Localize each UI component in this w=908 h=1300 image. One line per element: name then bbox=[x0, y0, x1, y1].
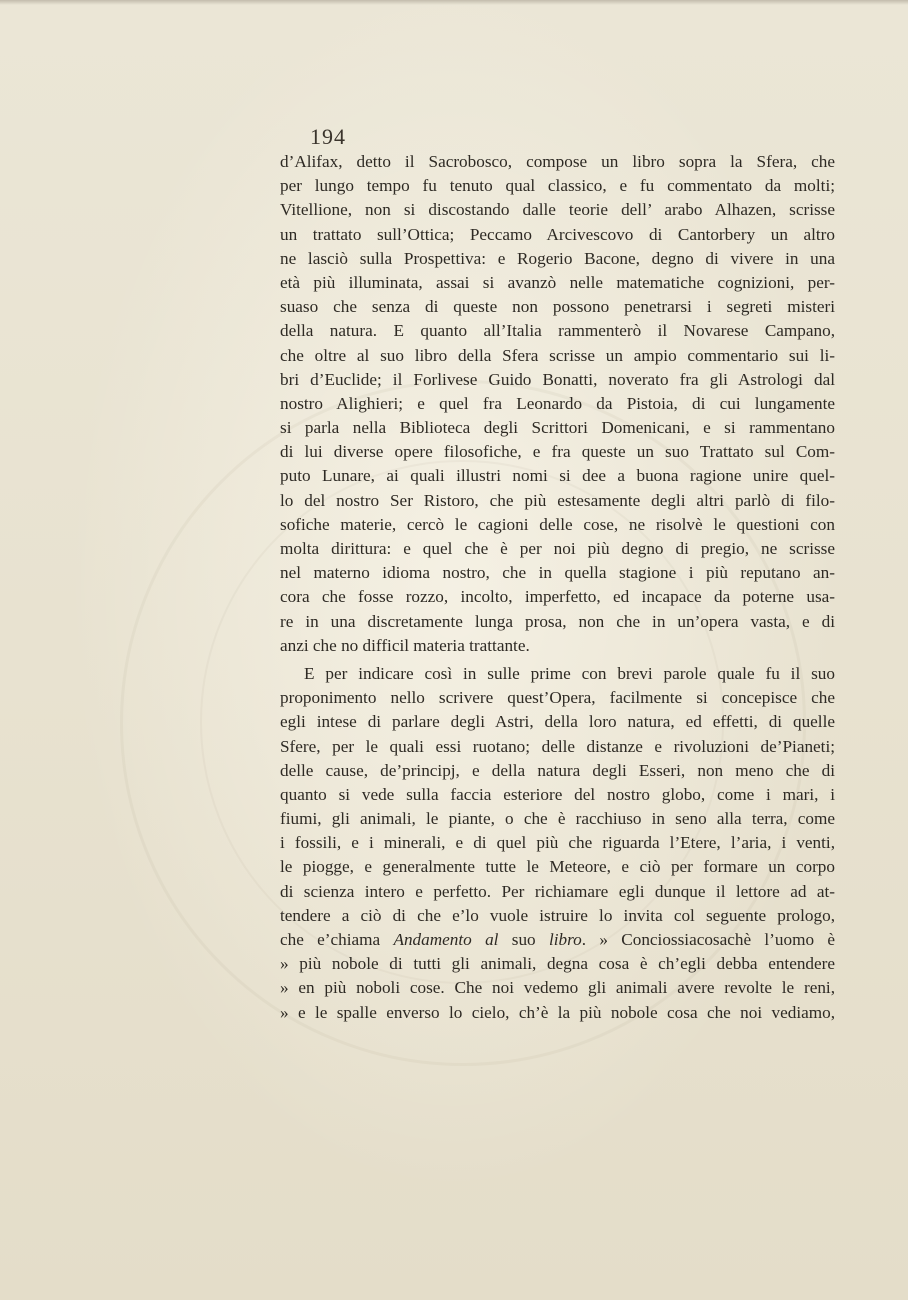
quote-line: » più nobole di tutti gli animali, degna cosa è ch’egli debba entendere bbox=[280, 954, 835, 974]
text-line: di lui diverse opere filosofiche, e fra queste un suo Trattato sul Com- bbox=[280, 442, 835, 462]
italic-title-part: libro bbox=[548, 930, 582, 949]
text-line: tendere a ciò di che e’lo vuole istruire lo invita col seguente prologo, bbox=[280, 905, 835, 925]
text-line-with-italic-title bbox=[280, 928, 835, 952]
text-line: molta dirittura: e quel che è per noi più degno di pregio, ne scrisse bbox=[280, 539, 835, 558]
page-number: 194 bbox=[310, 124, 346, 149]
text-line: puto Lunare, ai quali illustri nomi si dee a buona ragione unire quel- bbox=[280, 466, 835, 486]
line-segment: suo bbox=[498, 930, 549, 949]
text-line: si parla nella Biblioteca degli Scrittori Domenicani, e si rammentano bbox=[280, 418, 835, 438]
text-line: nostro Alighieri; e quel fra Leonardo da Pistoia, di cui lungamente bbox=[280, 393, 835, 413]
text-line: anzi che no difficil materia trattante. bbox=[280, 635, 530, 655]
text-line: suaso che senza di queste non possono penetrarsi i segreti misteri bbox=[280, 297, 835, 317]
body-text bbox=[280, 150, 835, 1025]
text-line: della natura. E quanto all’Italia rammenterò il Novarese Campano, bbox=[280, 321, 835, 341]
text-line: ne lasciò sulla Prospettiva: e Rogerio Bacone, degno di vivere in una bbox=[280, 248, 835, 268]
text-line: nel materno idioma nostro, che in quella stagione i più reputano an- bbox=[280, 563, 835, 583]
quote-line: » en più noboli cose. Che noi vedemo gli animali avere revolte le reni, bbox=[280, 978, 835, 998]
text-line: per lungo tempo fu tenuto qual classico, e fu commentato da molti; bbox=[280, 176, 835, 196]
text-line: delle cause, de’principj, e della natura degli Esseri, non meno che di bbox=[280, 760, 835, 780]
text-line: le piogge, e generalmente tutte le Meteore, e ciò per formare un corpo bbox=[280, 857, 835, 877]
text-line: età più illuminata, assai si avanzò nelle matematiche cognizioni, per- bbox=[280, 272, 835, 292]
text-line: E per indicare così in sulle prime con brevi parole quale fu il suo bbox=[304, 663, 835, 683]
text-line: d’Alifax, detto il Sacrobosco, compose un libro sopra la Sfera, che bbox=[280, 152, 835, 171]
text-line: bri d’Euclide; il Forlivese Guido Bonatti, noverato fra gli Astrologi dal bbox=[280, 369, 835, 389]
text-line: proponimento nello scrivere quest’Opera, facilmente si concepisce che bbox=[280, 688, 835, 708]
text-line: sofiche materie, cercò le cagioni delle cose, ne risolvè le questioni con bbox=[280, 514, 835, 534]
text-line: egli intese di parlare degli Astri, della loro natura, ed effetti, di quelle bbox=[280, 712, 835, 732]
line-segment: che e’chiama bbox=[280, 930, 394, 949]
text-line: i fossili, e i minerali, e di quel più che riguarda l’Etere, l’aria, i venti, bbox=[280, 833, 835, 853]
text-line: Sfere, per le quali essi ruotano; delle distanze e rivoluzioni de’Pianeti; bbox=[280, 736, 835, 756]
text-line: lo del nostro Ser Ristoro, che più estesamente degli altri parlò di filo- bbox=[280, 490, 835, 510]
italic-title-part: Andamento al bbox=[393, 930, 499, 949]
paragraph-2 bbox=[280, 662, 835, 1025]
line-segment: . » Conciossiacosachè l’uomo è bbox=[581, 930, 835, 949]
paragraph-1 bbox=[280, 150, 835, 658]
page-top-edge bbox=[0, 0, 908, 5]
text-line: quanto si vede sulla faccia esteriore del nostro globo, come i mari, i bbox=[280, 784, 835, 804]
text-line: Vitellione, non si discostando dalle teorie dell’ arabo Alhazen, scrisse bbox=[280, 200, 835, 220]
text-line: di scienza intero e perfetto. Per richiamare egli dunque il lettore ad at- bbox=[280, 881, 835, 901]
text-line: che oltre al suo libro della Sfera scrisse un ampio commentario sui li- bbox=[280, 345, 835, 365]
text-line: re in una discretamente lunga prosa, non che in un’opera vasta, e di bbox=[280, 611, 835, 631]
quote-line: » e le spalle enverso lo cielo, ch’è la più nobole cosa che noi vediamo, bbox=[280, 1002, 835, 1022]
text-line: cora che fosse rozzo, incolto, imperfetto, ed incapace da poterne usa- bbox=[280, 587, 835, 607]
text-line: fiumi, gli animali, le piante, o che è racchiuso in seno alla terra, come bbox=[280, 809, 835, 829]
text-line: un trattato sull’Ottica; Peccamo Arcivescovo di Cantorbery un altro bbox=[280, 224, 835, 244]
